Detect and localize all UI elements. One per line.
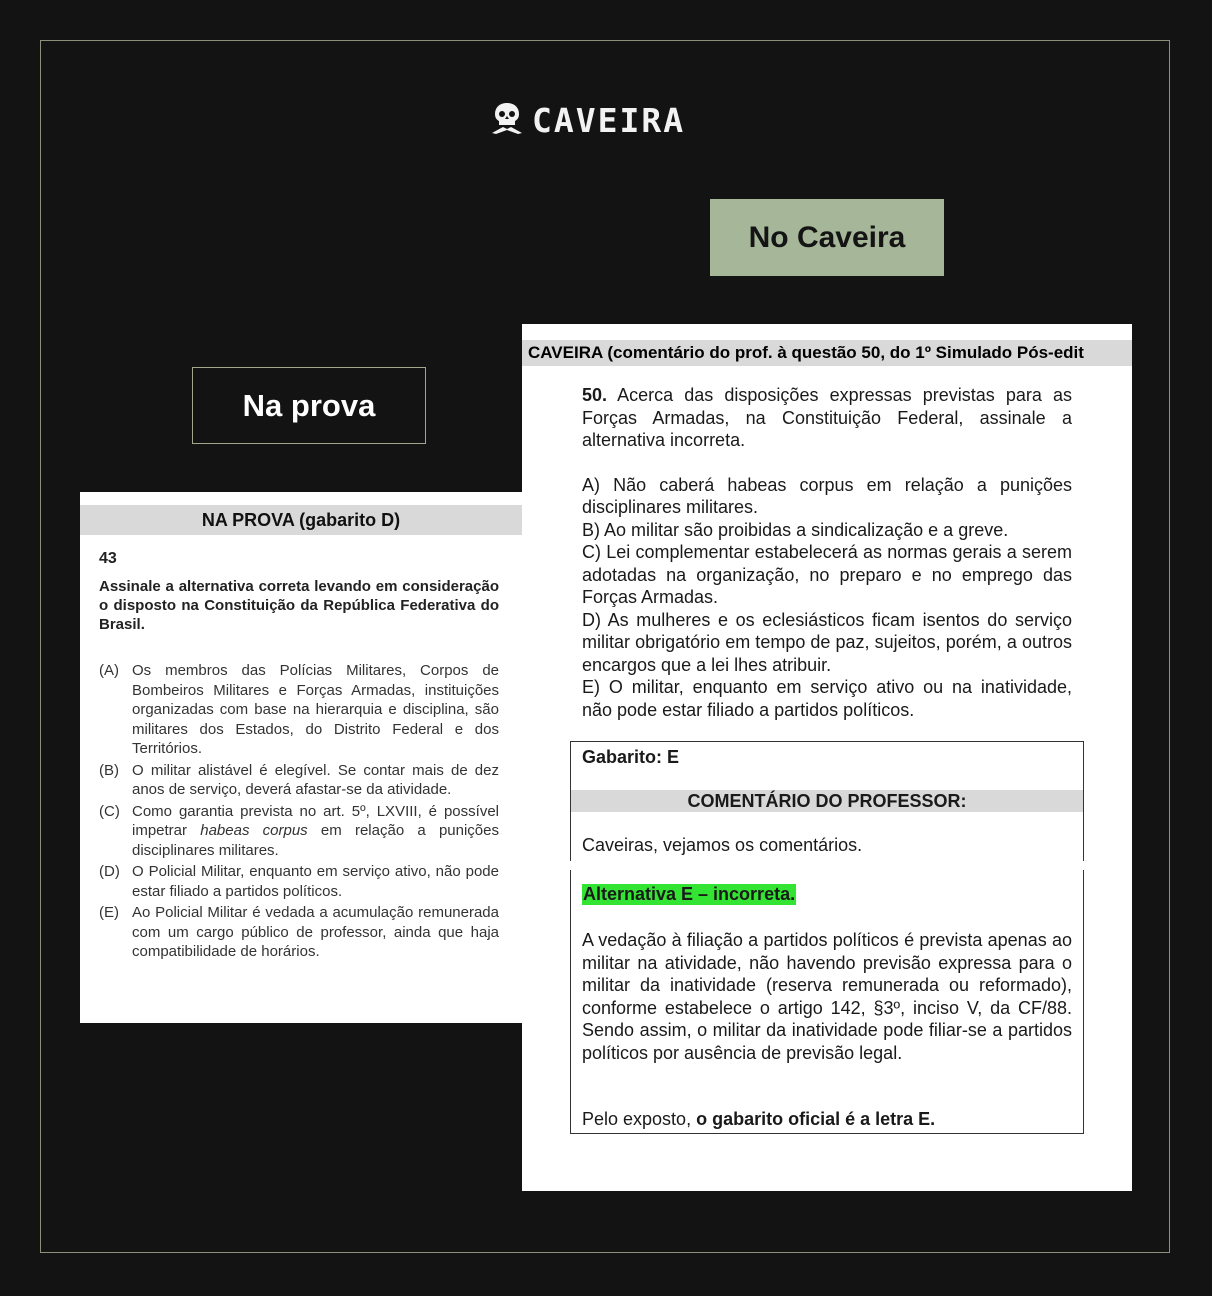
option-key: (E): [99, 904, 119, 921]
caveira-question-body: [582, 384, 1072, 721]
option-key: (D): [99, 863, 120, 880]
comment-box: [570, 870, 1084, 1134]
exam-options-list: [99, 661, 499, 964]
label-na-prova: Na prova: [192, 367, 426, 444]
answer-box: [570, 741, 1084, 861]
option-key: (B): [99, 761, 119, 779]
option-text: Ao Policial Militar é vedada a acumulação remunerada com um cargo público de professor, ainda que haja compatibilidade de horários.: [132, 904, 499, 960]
caveira-option-b: B) Ao militar são proibidas a sindicalização e a greve.: [582, 519, 1009, 540]
option-text: O Policial Militar, enquanto em serviço ativo, não pode estar filiado a partidos políticos.: [132, 863, 499, 900]
exam-question-number: 43: [99, 550, 117, 567]
caveira-option-a: A) Não caberá habeas corpus em relação a punições disciplinares militares.: [582, 474, 1072, 517]
caveira-card-header: CAVEIRA (comentário do prof. à questão 50, do 1º Simulado Pós-edit: [522, 340, 1132, 366]
caveira-option-c: C) Lei complementar estabelecerá as normas gerais a serem adotadas na organização, no preparo e no emprego das Forças Armadas.: [582, 542, 1072, 607]
caveira-option-e: E) O militar, enquanto em serviço ativo ou na inatividade, não pode estar filiado a partidos políticos.: [582, 677, 1072, 720]
comment-explanation: A vedação à filiação a partidos políticos é prevista apenas ao militar na atividade, não havendo previsão expressa para o militar da inatividade (reserva remunerada ou reformado), conforme estabelece o artigo 142, §3º, inciso V, da CF/88. Sendo assim, o militar da inatividade pode filiar-se a partidos políticos por ausência de previsão legal.: [582, 930, 1072, 1063]
option-text: O militar alistável é elegível. Se contar mais de dez anos de serviço, deverá afastar-se da atividade.: [132, 761, 499, 798]
option-key: (C): [99, 802, 120, 820]
exam-option-e: [99, 903, 499, 962]
comment-conclusion: Pelo exposto, o gabarito oficial é a letra E.: [582, 1109, 936, 1129]
label-no-caveira: No Caveira: [710, 199, 944, 276]
option-key: (A): [99, 662, 119, 679]
brand-logo: [490, 100, 685, 140]
option-text: Como garantia prevista no art. 5º, LXVIII, é possível impetrar habeas corpus em relação a punições disciplinares militares.: [132, 802, 499, 859]
exam-question-stem: Assinale a alternativa correta levando em consideração o disposto na Constituição da República Federativa do Brasil.: [99, 578, 499, 633]
caveira-question-card: [522, 324, 1132, 1191]
caveira-question-stem: 50. Acerca das disposições expressas previstas para as Forças Armadas, na Constituição Federal, assinale a alternativa incorreta.: [582, 385, 1072, 450]
comment-intro: Caveiras, vejamos os comentários.: [582, 835, 863, 855]
comment-title: COMENTÁRIO DO PROFESSOR:: [571, 790, 1083, 812]
exam-option-a: [99, 661, 499, 759]
brand-name: CAVEIRA: [532, 100, 686, 140]
option-text: Os membros das Polícias Militares, Corpos de Bombeiros Militares e Forças Armadas, instituições organizadas com base na hierarquia e disciplina, são militares dos Estados, do Distrito Federal e dos Territórios.: [132, 662, 499, 757]
exam-option-c: [99, 802, 499, 861]
answer-key: Gabarito: E: [582, 747, 680, 767]
skull-icon: [490, 101, 524, 140]
exam-question-card: [80, 492, 522, 1023]
exam-option-d: [99, 862, 499, 901]
highlighted-alternative: Alternativa E – incorreta.: [583, 884, 796, 904]
caveira-option-d: D) As mulheres e os eclesiásticos ficam isentos do serviço militar obrigatório em tempo de paz, sujeitos, porém, a outros encargos que a lei lhes atribuir.: [582, 609, 1072, 675]
exam-option-b: [99, 761, 499, 800]
exam-card-header: NA PROVA (gabarito D): [80, 505, 522, 535]
